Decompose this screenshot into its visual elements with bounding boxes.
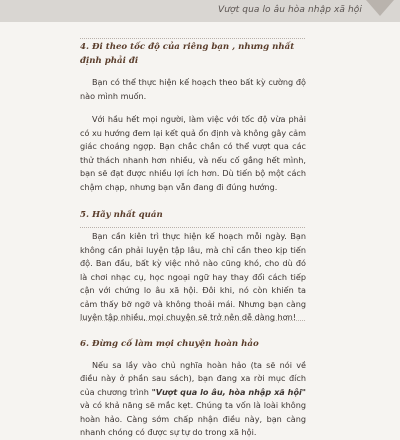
paragraph-text: và có khả năng sẽ mắc kẹt. Chúng ta vốn là loài không hoàn hảo. Càng sớm chấp nhận điều này, bạn càng nhanh chóng có được sự tự do trong xã hội. [80,400,306,437]
corner-marker [366,0,394,16]
paragraph-text: Nếu sa lầy vào chủ nghĩa hoàn hảo (ta sẽ nói về điều này ở phần sau sách), bạn đang xa rời mục đích của chương trình [80,359,306,397]
paragraph: Bạn cần kiên trì thực hiện kế hoạch mỗi ngày. Bạn không cần phải luyện tập lâu, mà chỉ cần theo kịp tiến độ. Ban đầu, bất kỳ việc nhỏ nào cũng khó, cho dù đó là chơi nhạc cụ, học ngoại ngữ hay thay đổi cách tiếp cận với chứng lo âu xã hội. Đôi khi, nó còn khiến ta cảm thấy bỡ ngỡ và không thoải mái. Nhưng bạn càng luyện tập nhiều, mọi chuyện sẽ trở nên dễ dàng hơn! [80,231,306,322]
page-body [80,40,306,440]
section-heading: 6. Đừng cố làm mọi chuyện hoàn hảo [80,338,259,349]
section-heading: 4. Đi theo tốc độ của riêng bạn , nhưng nhất định phải đi [80,42,295,66]
section-heading: 5. Hãy nhất quán [80,210,163,220]
program-title: "Vượt qua lo âu, hòa nhập xã hội" [151,386,307,397]
paragraph: Với hầu hết mọi người, làm việc với tốc độ vừa phải có xu hướng đem lại kết quả ổn định và không gây cảm giác choáng ngợp. Bạn chắc chắn có thể vượt qua các thử thách nhanh hơn nhiều, và nếu cố gắng hết mình, bạn sẽ đạt được nhiều lợi ích hơn. Dù tiến bộ một cách chậm chạp, nhưng bạn vẫn đang đi đúng hướng. [80,114,306,192]
paragraph: Bạn có thể thực hiện kế hoạch theo bất kỳ cường độ nào mình muốn. [80,77,306,101]
paragraph [80,359,306,440]
running-head: Vượt qua lo âu hòa nhập xã hội [218,5,362,15]
section-divider [80,38,305,39]
